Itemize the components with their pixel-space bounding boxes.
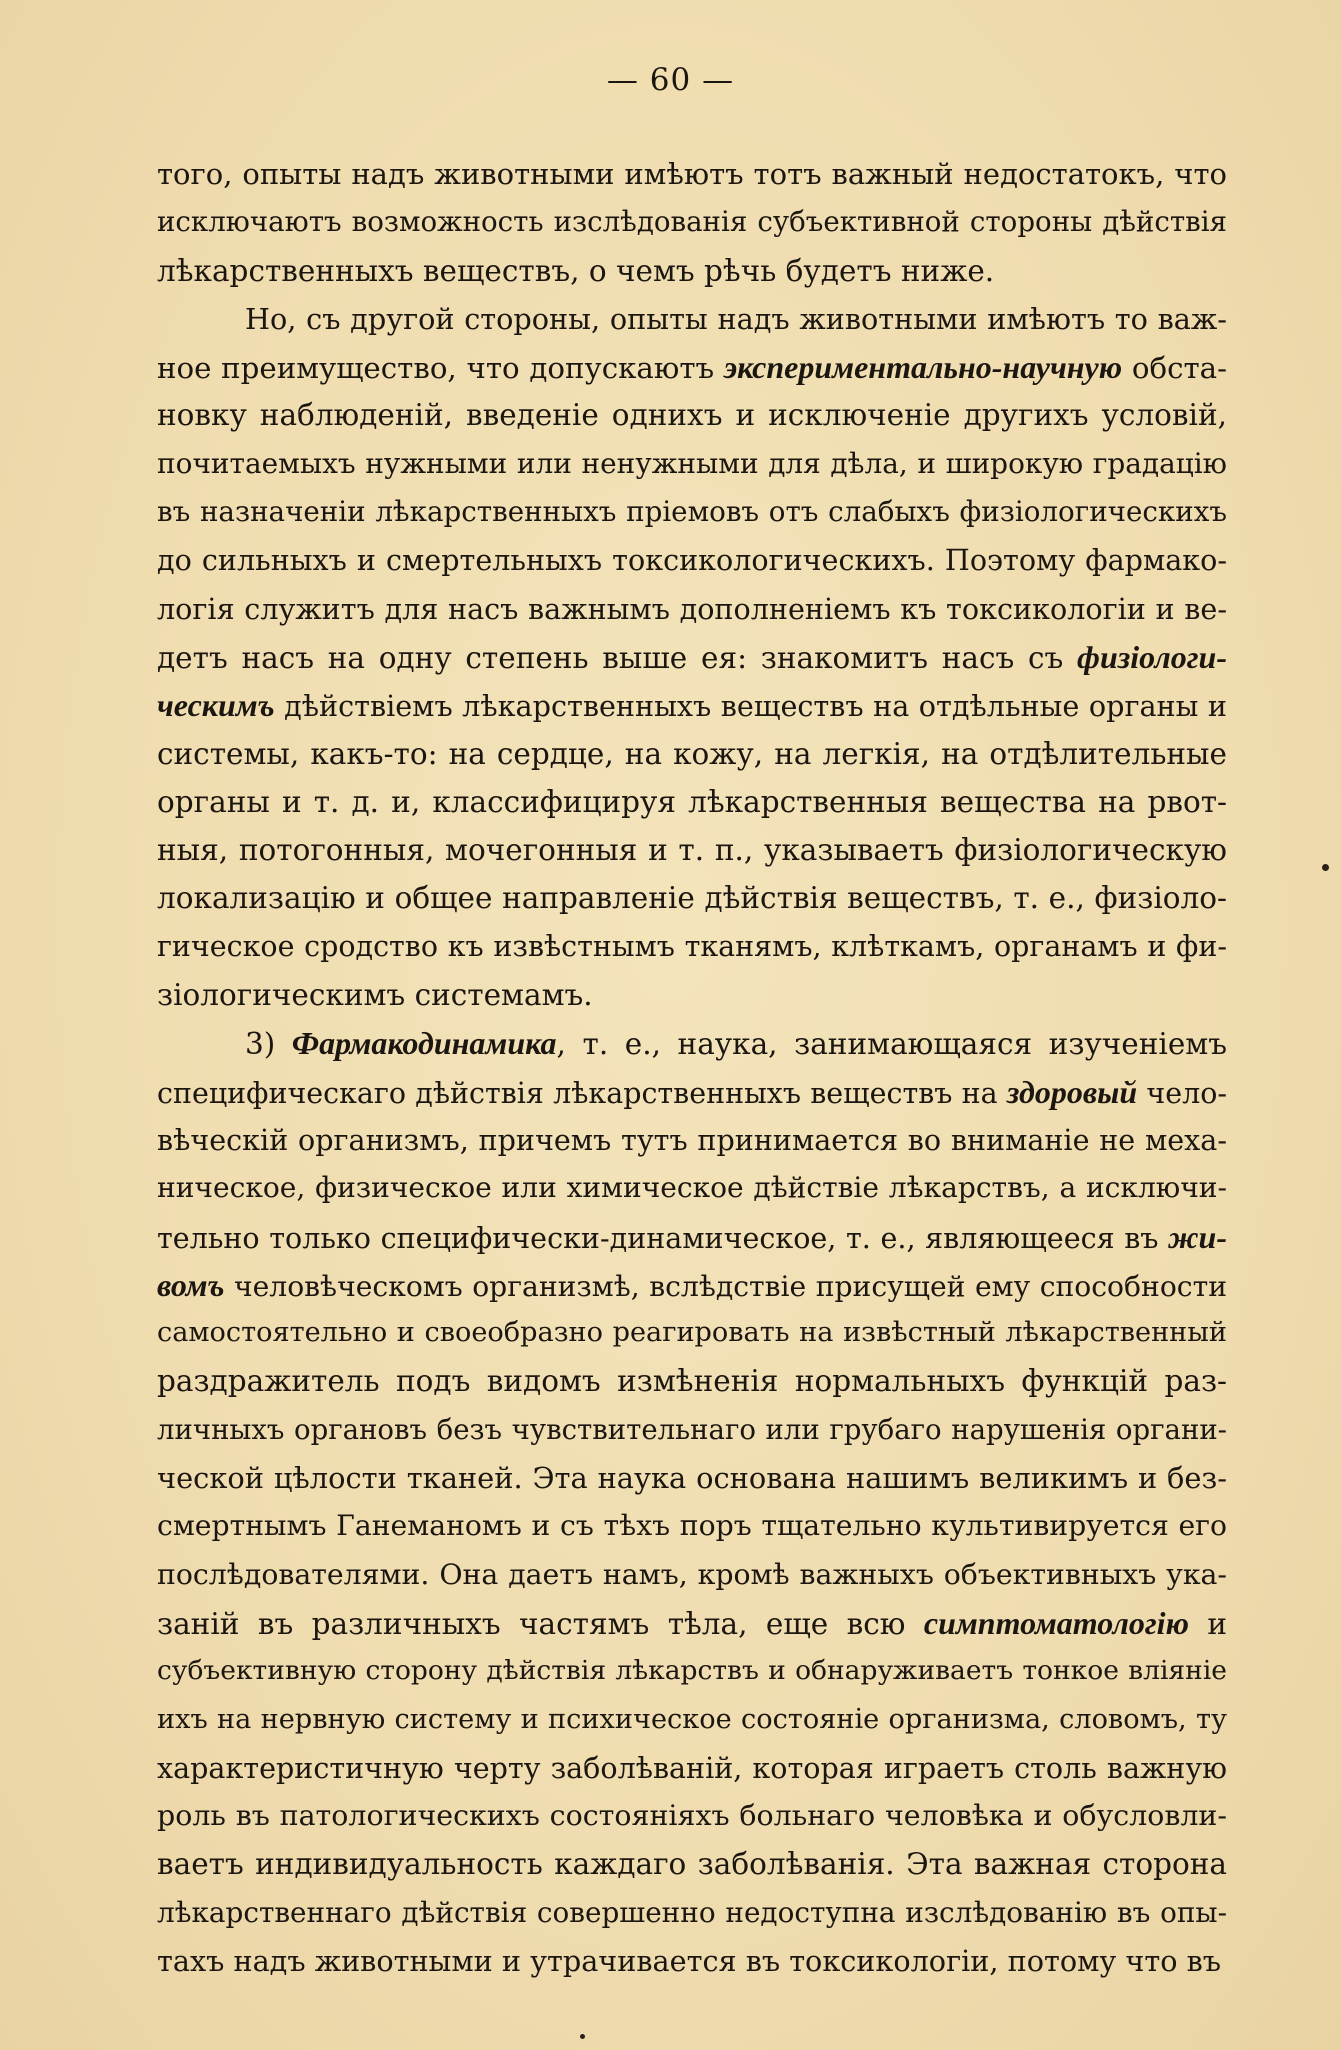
text-line (157, 198, 1227, 246)
text-run: тахъ надъ животными и утрачивается въ токсикологіи, потому что въ (157, 1943, 1221, 1978)
text-run: заній въ различныхъ частямъ тѣла, еще всю (157, 1606, 924, 1641)
text-run: органы и т. д. и, классифицируя лѣкарственныя вещества на рвот- (157, 784, 1227, 819)
text-line (157, 1840, 1227, 1888)
text-line (157, 1309, 1227, 1357)
text-run: ихъ на нервную систему и психическое состояніе организма, словомъ, ту (157, 1703, 1227, 1735)
text-run: смертнымъ Ганеманомъ и съ тѣхъ поръ тщательно культивируется его (157, 1509, 1227, 1543)
text-run: раздражитель подъ видомъ измѣненія нормальныхъ функцій раз- (157, 1364, 1227, 1399)
text-run: Но, съ другой стороны, опыты надъ животными имѣютъ то важ- (245, 301, 1227, 336)
text-run: и (1188, 1606, 1227, 1641)
text-run: дѣйствіемъ лѣкарственныхъ веществъ на отдѣльные органы и (274, 689, 1227, 724)
text-line (157, 536, 1227, 584)
text-run: лѣкарственнаго дѣйствія совершенно недоступна изслѣдованію въ опы- (157, 1895, 1227, 1929)
text-run: лѣкарственныхъ веществъ, о чемъ рѣчь будетъ ниже. (157, 253, 995, 288)
text-run: характеристичную черту заболѣваній, которая играетъ столь важную (157, 1750, 1227, 1785)
text-line (157, 1647, 1227, 1695)
emphasized-term: жи- (1168, 1218, 1227, 1255)
text-run: 3) (245, 1027, 292, 1062)
text-line (157, 1792, 1227, 1840)
text-line (157, 730, 1227, 778)
text-run: исключаютъ возможность изслѣдованія субъективной стороны дѣйствія (157, 205, 1227, 239)
text-line (157, 440, 1227, 488)
text-run: ваетъ индивидуальность каждаго заболѣванія. Эта важная сторона (157, 1847, 1227, 1882)
text-run: , т. е., наука, занимающаяся изученіемъ (556, 1027, 1228, 1062)
ink-speck (1322, 864, 1329, 871)
text-run: детъ насъ на одну степень выше ея: знакомитъ насъ съ (157, 640, 1078, 675)
emphasized-term: физіологи- (1077, 638, 1227, 675)
text-line (157, 681, 1227, 729)
text-line (157, 1889, 1227, 1937)
text-line (157, 295, 1227, 343)
text-line (157, 971, 1227, 1019)
text-run: ческой цѣлости тканей. Эта наука основана нашимъ великимъ и без- (157, 1461, 1227, 1496)
text-run: послѣдователями. Она даетъ намъ, кромѣ важныхъ объективныхъ ука- (157, 1557, 1227, 1591)
emphasized-term: здоровый (1006, 1073, 1138, 1110)
body-text (157, 150, 1227, 1985)
text-line (157, 1454, 1227, 1502)
emphasized-term: ческимъ (157, 687, 275, 724)
text-line (157, 1744, 1227, 1792)
text-line (157, 150, 1227, 198)
text-line (157, 923, 1227, 971)
text-line (157, 247, 1227, 295)
text-run: почитаемыхъ нужными или ненужными для дѣла, и широкую градацію (157, 446, 1227, 480)
text-line (157, 343, 1227, 391)
paragraph (157, 1019, 1227, 1985)
text-line (157, 1261, 1227, 1309)
text-run: тельно только специфически-динамическое, т. е., являющееся въ (157, 1220, 1169, 1255)
text-run: обста- (1122, 351, 1227, 386)
text-line (157, 1551, 1227, 1599)
text-line (157, 391, 1227, 439)
emphasized-term: экспериментально-научную (723, 349, 1123, 386)
text-line (157, 874, 1227, 922)
text-line (157, 1599, 1227, 1647)
text-run: ныя, потогонныя, мочегонныя и т. п., указываетъ физіологическую (157, 833, 1227, 868)
text-line (157, 1019, 1227, 1067)
text-run: специфическаго дѣйствія лѣкарственныхъ веществъ на (157, 1076, 1007, 1110)
text-line (157, 1696, 1227, 1744)
text-run: системы, какъ-то: на сердце, на кожу, на легкія, на отдѣлительные (157, 736, 1227, 771)
text-run: въ назначеніи лѣкарственныхъ пріемовъ отъ слабыхъ физіологическихъ (157, 495, 1227, 529)
emphasized-term: Фармакодинамика (291, 1025, 557, 1062)
text-run: до сильныхъ и смертельныхъ токсикологическихъ. Поэтому фармако- (157, 543, 1227, 578)
text-line (157, 1937, 1227, 1985)
text-line (157, 1502, 1227, 1550)
paragraph (157, 295, 1227, 1019)
text-line (157, 1357, 1227, 1405)
text-line (157, 1406, 1227, 1454)
text-run: самостоятельно и своеобразно реагировать на извѣстный лѣкарственный (157, 1317, 1227, 1349)
text-line (157, 633, 1227, 681)
text-run: человѣческомъ организмѣ, вслѣдствіе присущей ему способности (224, 1269, 1227, 1303)
text-run: субъективную сторону дѣйствія лѣкарствъ и обнаруживаетъ тонкое вліяніе (157, 1655, 1227, 1687)
text-run: зіологическимъ системамъ. (157, 978, 593, 1013)
text-line (157, 1213, 1227, 1261)
text-run: гическое сродство къ извѣстнымъ тканямъ, клѣткамъ, органамъ и фи- (157, 929, 1227, 963)
text-line (157, 1164, 1227, 1212)
text-run: логія служитъ для насъ важнымъ дополненіемъ къ токсикологіи и ве- (157, 591, 1227, 626)
text-line (157, 1068, 1227, 1116)
text-line (157, 488, 1227, 536)
text-run: чело- (1137, 1076, 1227, 1110)
ink-speck (580, 2034, 585, 2039)
emphasized-term: симптоматологію (923, 1604, 1189, 1641)
text-run: ническое, физическое или химическое дѣйствіе лѣкарствъ, а исключи- (157, 1171, 1227, 1205)
text-run: роль въ патологическихъ состояніяхъ больнаго человѣка и обусловли- (157, 1799, 1227, 1833)
text-line (157, 1116, 1227, 1164)
emphasized-term: вомъ (157, 1266, 225, 1303)
text-run: новку наблюденій, введеніе однихъ и исключеніе другихъ условій, (157, 398, 1227, 433)
text-run: ное преимущество, что допускаютъ (157, 351, 724, 386)
page-number: — 60 — (606, 62, 735, 98)
text-run: личныхъ органовъ безъ чувствительнаго или грубаго нарушенія органи- (157, 1413, 1227, 1446)
text-run: вѣческій организмъ, причемъ тутъ принимается во вниманіе не меха- (157, 1122, 1227, 1157)
paragraph (157, 150, 1227, 295)
text-run: локализацію и общее направленіе дѣйствія веществъ, т. е., физіоло- (157, 881, 1227, 916)
text-run: того, опыты надъ животными имѣютъ тотъ важный недостатокъ, что (157, 157, 1227, 191)
text-line (157, 778, 1227, 826)
text-line (157, 826, 1227, 874)
text-line (157, 585, 1227, 633)
